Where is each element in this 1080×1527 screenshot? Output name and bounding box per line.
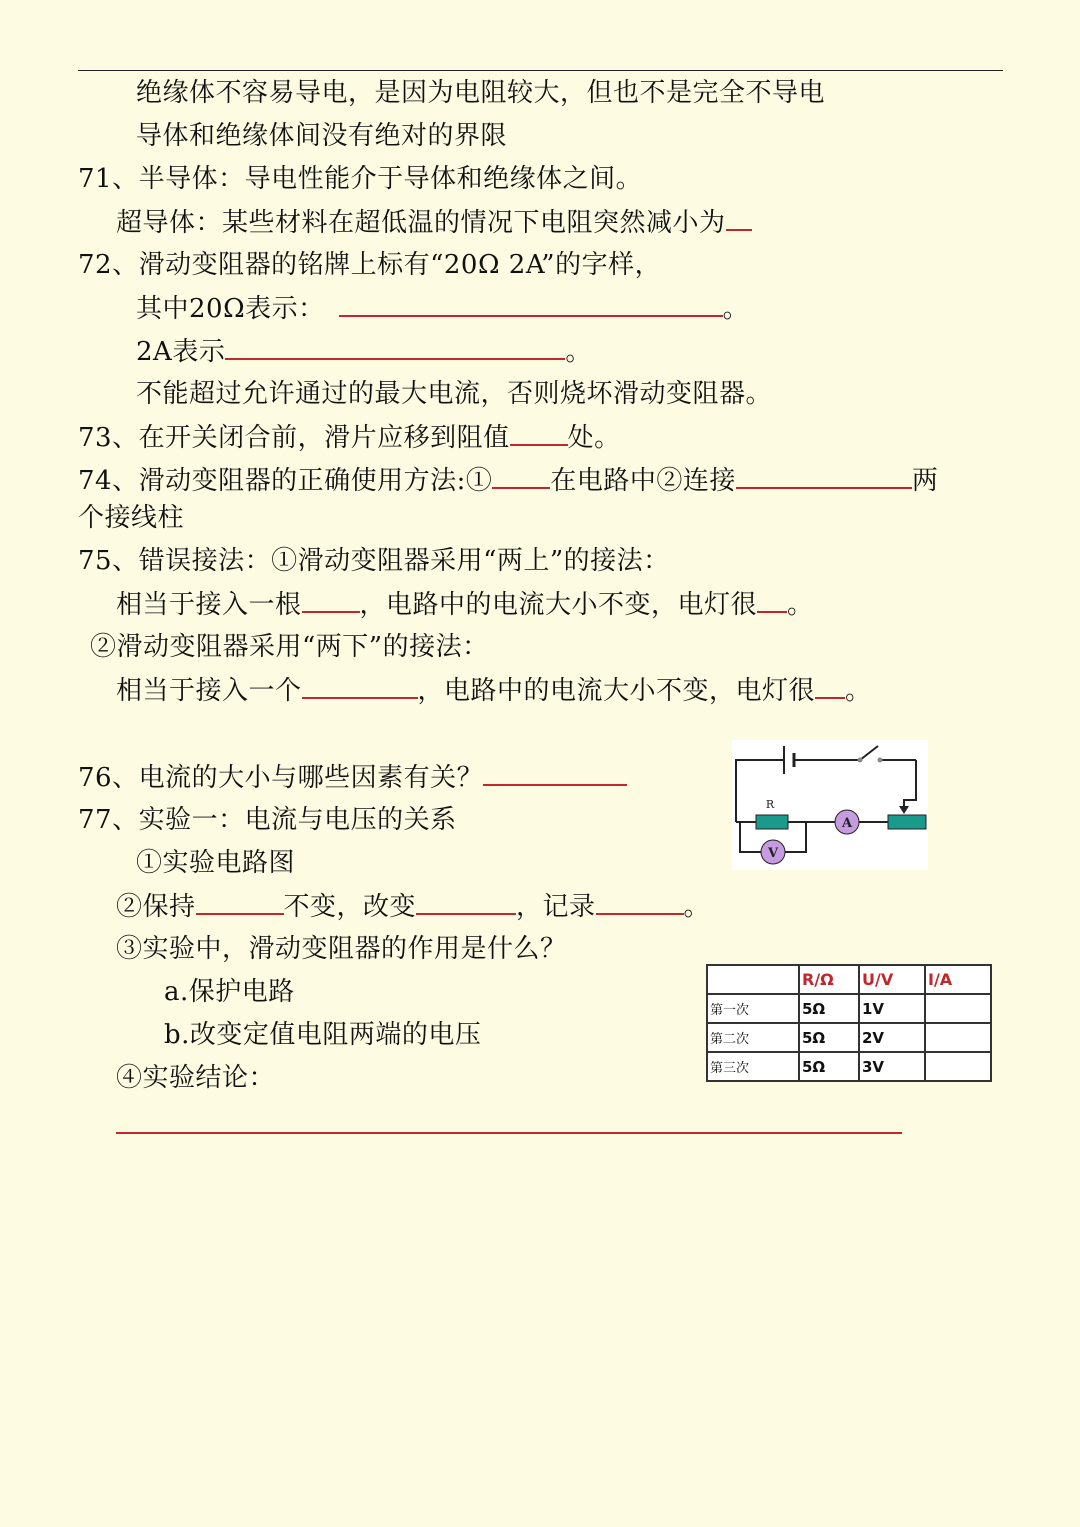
table-cell: 2V bbox=[859, 1023, 925, 1052]
slider-arrow bbox=[899, 806, 909, 814]
line-text: 处。 bbox=[567, 423, 621, 453]
line-text: 不变，改变 bbox=[283, 892, 417, 922]
table-cell[interactable] bbox=[925, 1052, 991, 1081]
table-header-cell bbox=[707, 965, 799, 994]
item-74 bbox=[78, 463, 938, 498]
table-header-cell: U/V bbox=[859, 965, 925, 994]
table-cell: 1V bbox=[859, 994, 925, 1023]
table-cell: 第三次 bbox=[707, 1052, 799, 1081]
answer-blank[interactable] bbox=[302, 587, 360, 613]
table-header-cell: R/Ω bbox=[799, 965, 859, 994]
text-line: ②滑动变阻器采用“两下”的接法： bbox=[90, 632, 489, 662]
option-a: a.保护电路 bbox=[164, 977, 295, 1007]
answer-blank[interactable] bbox=[196, 889, 284, 915]
resistor bbox=[756, 815, 788, 829]
table-header-row bbox=[707, 965, 991, 994]
table-cell: 第二次 bbox=[707, 1023, 799, 1052]
table-cell[interactable] bbox=[925, 1023, 991, 1052]
line-text: 超导体：某些材料在超低温的情况下电阻突然减小为 bbox=[116, 208, 726, 238]
table-cell: 5Ω bbox=[799, 1052, 859, 1081]
item-75: 75、错误接法：①滑动变阻器采用“两上”的接法： bbox=[78, 546, 670, 576]
item-71: 71、半导体：导电性能介于导体和绝缘体之间。 bbox=[78, 164, 643, 194]
text-line bbox=[136, 291, 749, 326]
wire bbox=[904, 760, 916, 812]
item-76 bbox=[78, 760, 627, 795]
text-line: 导体和绝缘体间没有绝对的界限 bbox=[136, 121, 508, 151]
answer-blank[interactable] bbox=[596, 889, 684, 915]
data-table bbox=[706, 964, 992, 1082]
table-row bbox=[707, 1023, 991, 1052]
answer-blank[interactable] bbox=[225, 334, 565, 360]
text-line: 个接线柱 bbox=[78, 503, 185, 533]
table-cell[interactable] bbox=[925, 994, 991, 1023]
answer-blank[interactable] bbox=[726, 205, 752, 231]
text-line bbox=[116, 673, 872, 708]
line-text: 。 bbox=[845, 676, 872, 706]
item-73 bbox=[78, 420, 621, 455]
answer-blank[interactable] bbox=[815, 673, 845, 699]
line-text: 。 bbox=[565, 337, 592, 367]
line-text: 。 bbox=[722, 294, 750, 324]
answer-blank[interactable] bbox=[416, 889, 516, 915]
table-row bbox=[707, 1052, 991, 1081]
table-cell: 3V bbox=[859, 1052, 925, 1081]
line-text: 。 bbox=[683, 892, 711, 922]
table-row bbox=[707, 994, 991, 1023]
line-text: 在电路中②连接 bbox=[550, 466, 736, 496]
line-text: ，电路中的电流大小不变，电灯很 bbox=[417, 676, 816, 706]
option-b: b.改变定值电阻两端的电压 bbox=[164, 1020, 482, 1050]
line-text: 76、电流的大小与哪些因素有关？ bbox=[78, 763, 484, 793]
text-line: ①实验电路图 bbox=[136, 848, 296, 878]
line-text: 73、在开关闭合前，滑片应移到阻值 bbox=[78, 423, 510, 453]
table-cell: 5Ω bbox=[799, 994, 859, 1023]
voltmeter-label: V bbox=[767, 846, 779, 861]
line-text: ，记录 bbox=[516, 892, 596, 922]
switch-contact bbox=[858, 758, 863, 763]
table-cell: 5Ω bbox=[799, 1023, 859, 1052]
answer-blank[interactable] bbox=[736, 463, 912, 489]
answer-blank[interactable] bbox=[757, 587, 787, 613]
line-text: 其中20Ω表示： bbox=[136, 294, 325, 324]
item-72: 72、滑动变阻器的铭牌上标有“20Ω 2A”的字样， bbox=[78, 250, 662, 280]
table-cell: 第一次 bbox=[707, 994, 799, 1023]
wire bbox=[736, 760, 784, 822]
line-text: 两 bbox=[911, 466, 939, 496]
conclusion-answer-line[interactable] bbox=[116, 1132, 902, 1134]
circuit-diagram bbox=[732, 740, 928, 870]
switch-blade bbox=[860, 746, 878, 760]
text-line bbox=[116, 889, 710, 924]
ammeter-label: A bbox=[841, 816, 853, 831]
answer-blank[interactable] bbox=[492, 463, 550, 489]
line-text: 相当于接入一根 bbox=[116, 590, 302, 620]
circuit-svg bbox=[732, 740, 928, 870]
line-text: 74、滑动变阻器的正确使用方法:① bbox=[78, 466, 493, 496]
resistor-label: R bbox=[765, 798, 775, 811]
item-77: 77、实验一：电流与电压的关系 bbox=[78, 805, 457, 835]
answer-blank[interactable] bbox=[302, 673, 418, 699]
answer-blank[interactable] bbox=[339, 291, 723, 317]
table-header-cell: I/A bbox=[925, 965, 991, 994]
line-text: ②保持 bbox=[116, 892, 196, 922]
answer-blank[interactable] bbox=[510, 420, 568, 446]
text-line bbox=[136, 334, 592, 369]
text-line bbox=[116, 205, 752, 240]
text-line: ③实验中，滑动变阻器的作用是什么？ bbox=[116, 934, 567, 964]
text-line bbox=[116, 587, 814, 622]
text-line: 绝缘体不容易导电，是因为电阻较大，但也不是完全不导电 bbox=[136, 78, 826, 108]
line-text: ，电路中的电流大小不变，电灯很 bbox=[359, 590, 758, 620]
top-rule bbox=[78, 70, 1003, 71]
line-text: 。 bbox=[787, 590, 814, 620]
line-text: 相当于接入一个 bbox=[116, 676, 302, 706]
switch-contact bbox=[878, 758, 883, 763]
text-line: 不能超过允许通过的最大电流，否则烧坏滑动变阻器。 bbox=[136, 379, 773, 409]
answer-blank[interactable] bbox=[483, 760, 627, 786]
rheostat bbox=[888, 815, 926, 829]
line-text: 2A表示 bbox=[136, 337, 226, 367]
text-line: ④实验结论： bbox=[116, 1063, 276, 1093]
